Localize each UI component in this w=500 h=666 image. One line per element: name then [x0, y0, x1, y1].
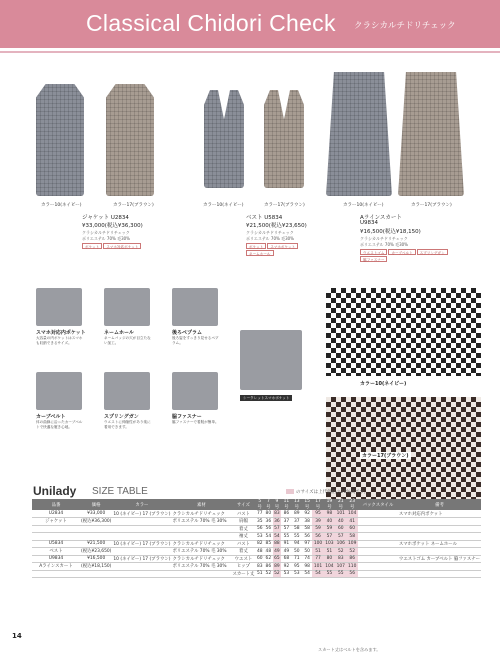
size-cell	[358, 525, 398, 533]
size-cell: 62	[265, 556, 272, 562]
size-cell: ¥21,500	[80, 540, 112, 548]
size-cell: ¥16,500	[80, 555, 112, 563]
size-cell: 60	[335, 525, 346, 533]
size-cell	[398, 525, 481, 533]
size-cell: 55	[281, 533, 291, 541]
size-cell: 71	[292, 555, 302, 563]
col-header: 13号	[292, 499, 302, 510]
size-cell: 51	[312, 548, 323, 556]
header-banner	[0, 0, 500, 48]
header-divider	[0, 51, 500, 53]
size-cell: ポリエステル 70% 毛 30%	[171, 563, 231, 571]
jacket-tags	[82, 243, 152, 249]
size-cell: 肩幅	[231, 518, 255, 526]
size-cell: 58	[292, 525, 302, 533]
jacket-navy-photo	[36, 84, 84, 196]
size-cell: 41	[346, 518, 357, 526]
size-cell: 86	[281, 510, 291, 518]
size-cell: U5834	[32, 540, 80, 548]
size-cell: 56	[302, 533, 312, 541]
size-cell: 10 (ネイビー) 17 (ブラウン)	[113, 511, 171, 517]
size-cell	[358, 510, 398, 518]
detail-desc: 大容量の内ポケットはスマホも収納できるサイズ。	[36, 336, 83, 345]
size-cell: 100	[313, 541, 323, 547]
brand-name: Unilady	[33, 484, 77, 498]
vest-navy-photo	[204, 90, 244, 188]
size-cell: ジャケット	[32, 518, 80, 526]
size-row	[32, 570, 481, 578]
skirt-tag: 脇ファスナー	[360, 256, 387, 262]
size-cell: 56	[265, 526, 272, 532]
skirt-tags	[360, 249, 460, 262]
secret-pocket-badge: シークレットスマホポケット	[240, 395, 292, 401]
size-cell: 95	[312, 510, 323, 518]
size-cell: 49	[274, 548, 280, 554]
col-header: 15号	[302, 499, 312, 510]
size-cell: 52	[274, 571, 280, 577]
size-cell: (税込¥18,150)	[81, 564, 112, 570]
size-cell: 83	[274, 511, 280, 516]
size-cell: 48	[256, 548, 263, 554]
highlight-swatch	[286, 489, 294, 494]
size-cell	[80, 533, 112, 541]
size-cell: 51	[256, 571, 263, 577]
size-cell: 77	[256, 511, 263, 516]
size-cell: 86	[265, 563, 272, 569]
size-cell	[32, 570, 80, 578]
size-cell: クラシカルチドリチェック	[171, 540, 231, 548]
detail-photo-side-zipper	[172, 372, 218, 410]
size-cell: 52	[335, 548, 346, 556]
footnote: スカート丈はベルトを含みます。	[318, 647, 381, 652]
size-cell: 91	[281, 540, 291, 548]
size-cell: 104	[325, 563, 334, 569]
size-cell	[358, 540, 398, 548]
size-cell: 85	[265, 541, 272, 547]
size-cell: 51	[324, 548, 335, 556]
size-cell	[398, 570, 481, 578]
page-number: 14	[12, 632, 22, 640]
size-table-title: SIZE TABLE	[92, 486, 148, 497]
size-cell: 107	[336, 563, 345, 569]
size-cell: 104	[348, 511, 357, 516]
size-cell: 37	[281, 518, 291, 526]
size-cell: バスト	[231, 540, 255, 548]
size-cell: 52	[346, 548, 357, 556]
skirt-price: ¥16,500(税込¥18,150)	[360, 229, 421, 235]
size-cell	[398, 548, 481, 556]
size-row	[32, 510, 481, 518]
size-cell: 40	[324, 518, 335, 526]
page-title: Classical Chidori Check	[86, 10, 336, 36]
detail-desc: 体の曲線に沿ったカーブベルトで快適な履き心地。	[36, 420, 83, 429]
size-cell: 92	[281, 563, 291, 571]
size-cell: 89	[274, 563, 280, 569]
size-cell	[80, 570, 112, 578]
size-cell	[171, 525, 231, 533]
col-header: 9号	[273, 499, 282, 510]
col-header: 17号	[312, 499, 323, 510]
jacket-fabric-composition: ポリエステル 70% 毛30%	[82, 236, 130, 241]
size-cell: 36	[265, 518, 272, 524]
size-cell: 60	[256, 556, 263, 562]
vest-fabric: クラシカルチドリチェック	[246, 230, 294, 235]
col-header: 素材	[171, 499, 231, 510]
size-cell: 59	[324, 525, 335, 533]
size-cell: 53	[292, 570, 302, 578]
swatch-navy-label: カラー10(ネイビー)	[360, 381, 407, 387]
jacket-price: ¥33,000(税込¥36,300)	[82, 223, 143, 229]
size-cell: 77	[312, 555, 323, 563]
detail-photo-curve-belt	[36, 372, 82, 410]
size-cell: U2834	[32, 510, 80, 518]
size-cell: 80	[265, 511, 272, 516]
vest-tags	[246, 243, 318, 256]
col-header: 21号	[335, 499, 346, 510]
jacket-tag: スマホ対応ポケット	[103, 243, 141, 249]
col-header: 19号	[324, 499, 335, 510]
size-cell: 86	[346, 555, 357, 563]
size-cell	[112, 570, 171, 578]
size-cell	[80, 525, 112, 533]
size-cell	[171, 533, 231, 541]
size-note-text: のサイズは上代価格の20%高です。	[296, 490, 369, 495]
jacket-color1-label: カラー10(ネイビー)	[41, 203, 82, 208]
vest-brown-photo	[264, 90, 304, 188]
col-header: 7号	[264, 499, 273, 510]
size-cell	[32, 525, 80, 533]
size-row	[32, 518, 481, 526]
size-cell	[358, 563, 398, 571]
size-cell: (税込¥23,650)	[81, 549, 112, 555]
size-cell: 40	[335, 518, 346, 526]
size-cell: 54	[312, 570, 323, 578]
detail-photo-phone-pocket	[36, 288, 82, 326]
size-cell: 55	[335, 570, 346, 578]
vest-fabric-composition: ポリエステル 70% 毛30%	[246, 236, 294, 241]
size-cell: 56	[256, 526, 263, 532]
size-cell: 83	[335, 555, 346, 563]
size-cell: ウエスト	[231, 555, 255, 563]
size-cell: 57	[335, 533, 346, 541]
size-cell: バスト	[231, 510, 255, 518]
size-cell: 80	[324, 555, 335, 563]
size-cell: 74	[302, 555, 312, 563]
size-cell	[398, 563, 481, 571]
detail-name: カーブベルト	[36, 414, 66, 420]
size-cell: 101	[336, 511, 345, 516]
size-cell: 57	[281, 525, 291, 533]
jacket-fabric: クラシカルチドリチェック	[82, 230, 130, 235]
size-cell: 53	[256, 533, 263, 539]
size-cell	[398, 533, 481, 541]
detail-name: スプリングガン	[104, 414, 139, 420]
detail-name: 後ろペプラム	[172, 330, 202, 336]
size-cell: 57	[324, 533, 335, 541]
size-table	[32, 499, 481, 578]
size-cell: 98	[302, 563, 312, 571]
size-cell	[112, 518, 171, 526]
size-cell	[358, 555, 398, 563]
size-cell: クラシカルチドリチェック	[171, 510, 231, 518]
size-cell: 98	[324, 510, 335, 518]
col-header: 品番	[32, 499, 80, 510]
skirt-tag: ウエストゴム	[360, 249, 387, 255]
col-header: 備考	[398, 499, 481, 510]
size-cell: 88	[274, 541, 280, 547]
secret-pocket-photo	[240, 330, 302, 390]
size-cell	[358, 533, 398, 541]
vest-tag: スマホポケット	[267, 243, 298, 249]
size-cell: 65	[274, 556, 280, 562]
detail-desc: ウエストに伸縮性があり楽に着用できます。	[104, 420, 151, 429]
size-row	[32, 525, 481, 533]
size-cell: ¥33,000	[80, 510, 112, 518]
size-cell: 92	[302, 510, 312, 518]
size-row	[32, 533, 481, 541]
size-cell: 60	[346, 525, 357, 533]
size-cell: 82	[256, 541, 263, 547]
size-cell: 109	[348, 541, 357, 547]
size-cell: スカート丈	[232, 571, 255, 577]
size-cell: 10 (ネイビー) 17 (ブラウン)	[113, 541, 171, 547]
size-cell	[398, 518, 481, 526]
size-cell	[112, 563, 171, 571]
size-cell	[112, 525, 171, 533]
size-cell: クラシカルチドリチェック	[171, 555, 231, 563]
size-cell: 59	[312, 525, 323, 533]
size-cell: (税込¥36,300)	[81, 519, 112, 525]
detail-desc: ネームバッジの穴が目立たない加工。	[104, 336, 151, 345]
size-cell: 53	[281, 570, 291, 578]
size-cell: 37	[292, 518, 302, 526]
size-cell: U9834	[32, 555, 80, 563]
size-cell	[112, 548, 171, 556]
size-row	[32, 540, 481, 548]
size-cell: 52	[265, 571, 272, 577]
size-cell: 49	[281, 548, 291, 556]
size-cell: 58	[346, 533, 357, 541]
size-cell: 89	[292, 510, 302, 518]
detail-name: ネームホール	[104, 330, 134, 336]
size-cell: 54	[265, 533, 272, 539]
detail-photo-peplum	[172, 288, 218, 326]
size-cell: 83	[256, 563, 263, 569]
vest-tag: ネームホール	[246, 250, 274, 256]
size-cell: 48	[265, 548, 272, 554]
size-cell: 55	[292, 533, 302, 541]
size-cell: スマホ対応内ポケット	[398, 510, 481, 518]
size-cell: ベスト	[32, 548, 80, 556]
size-cell: 袖丈	[231, 533, 255, 541]
size-cell: ポリエステル 70% 毛 30%	[171, 548, 231, 556]
size-cell: 着丈	[231, 548, 255, 556]
size-cell: 57	[274, 526, 280, 532]
size-table-body	[32, 510, 481, 578]
jacket-brown-photo	[106, 84, 154, 196]
size-cell: 56	[312, 533, 323, 541]
col-header: 5号	[255, 499, 264, 510]
jacket-tag: ポケット	[82, 243, 102, 249]
vest-name: ベスト U5834	[246, 215, 283, 221]
size-cell	[358, 570, 398, 578]
size-row	[32, 563, 481, 571]
size-cell: 94	[292, 540, 302, 548]
skirt-brown-photo	[398, 72, 464, 196]
col-header: バックスタイル	[358, 499, 398, 510]
size-row	[32, 548, 481, 556]
size-cell: 38	[302, 518, 312, 526]
jacket-color2-label: カラー17(ブラウン)	[113, 203, 154, 208]
skirt-color2-label: カラー17(ブラウン)	[411, 203, 452, 208]
size-cell: 36	[274, 518, 280, 524]
size-note	[286, 489, 368, 495]
col-header: カラー	[112, 499, 171, 510]
size-cell: 56	[346, 570, 357, 578]
vest-color1-label: カラー10(ネイビー)	[203, 203, 244, 208]
swatch-brown-label: カラー17(ブラウン)	[362, 453, 409, 459]
size-cell: ヒップ	[231, 563, 255, 571]
detail-desc: 脇ファスナーで着脱が簡単。	[172, 420, 219, 424]
size-cell: 110	[348, 563, 357, 569]
skirt-fabric: クラシカルチドリチェック	[360, 236, 408, 241]
col-header: 23号	[346, 499, 357, 510]
jacket-name: ジャケット U2834	[82, 215, 129, 221]
col-header: 11号	[281, 499, 291, 510]
detail-name: スマホ対応内ポケット	[36, 330, 86, 336]
skirt-tag: カーブベルト	[388, 249, 415, 255]
size-cell: 95	[292, 563, 302, 571]
size-cell: 55	[324, 570, 335, 578]
skirt-fabric-composition: ポリエステル 70% 毛30%	[360, 242, 408, 247]
size-row	[32, 555, 481, 563]
size-cell: 10 (ネイビー) 17 (ブラウン)	[113, 556, 171, 562]
size-cell	[358, 518, 398, 526]
skirt-color1-label: カラー10(ネイビー)	[343, 203, 384, 208]
vest-price: ¥21,500(税込¥23,650)	[246, 223, 307, 229]
size-cell: 50	[292, 548, 302, 556]
size-cell: 106	[336, 541, 345, 547]
size-cell	[358, 548, 398, 556]
detail-photo-spring-gun	[104, 372, 150, 410]
size-cell: 103	[325, 541, 334, 547]
skirt-name: Aラインスカート	[360, 215, 402, 221]
page-subtitle: クラシカルチドリチェック	[354, 21, 456, 31]
size-cell: 着丈	[231, 525, 255, 533]
size-cell: スマホポケット ネームホール	[398, 540, 481, 548]
size-cell: 35	[256, 518, 263, 524]
size-cell: 54	[302, 570, 312, 578]
size-cell: 58	[302, 525, 312, 533]
col-header: 価格	[80, 499, 112, 510]
size-cell: 39	[312, 518, 323, 526]
col-header: サイズ	[231, 499, 255, 510]
size-cell: ウエストゴム カーブベルト 脇ファスナー	[398, 556, 480, 562]
fabric-swatch-navy	[326, 288, 481, 376]
vest-color2-label: カラー17(ブラウン)	[264, 203, 305, 208]
size-cell	[171, 570, 231, 578]
size-cell: 68	[281, 555, 291, 563]
vest-tag: ポケット	[246, 243, 266, 249]
size-cell: ポリエステル 70% 毛 30%	[171, 518, 231, 526]
size-cell: 101	[313, 563, 323, 569]
size-cell	[112, 533, 171, 541]
skirt-tag: スプリングガン	[417, 249, 448, 255]
size-cell: Aラインスカート	[32, 563, 80, 571]
skirt-code: U9834	[360, 220, 379, 226]
size-cell: 54	[274, 533, 280, 539]
size-cell	[32, 533, 80, 541]
detail-photo-name-hole	[104, 288, 150, 326]
skirt-navy-photo	[326, 72, 392, 196]
size-cell: 97	[302, 540, 312, 548]
size-cell: 50	[302, 548, 312, 556]
size-table-header	[32, 499, 481, 510]
detail-name: 脇ファスナー	[172, 414, 202, 420]
detail-desc: 後ろ姿をすっきり見せるペプラム。	[172, 336, 219, 345]
